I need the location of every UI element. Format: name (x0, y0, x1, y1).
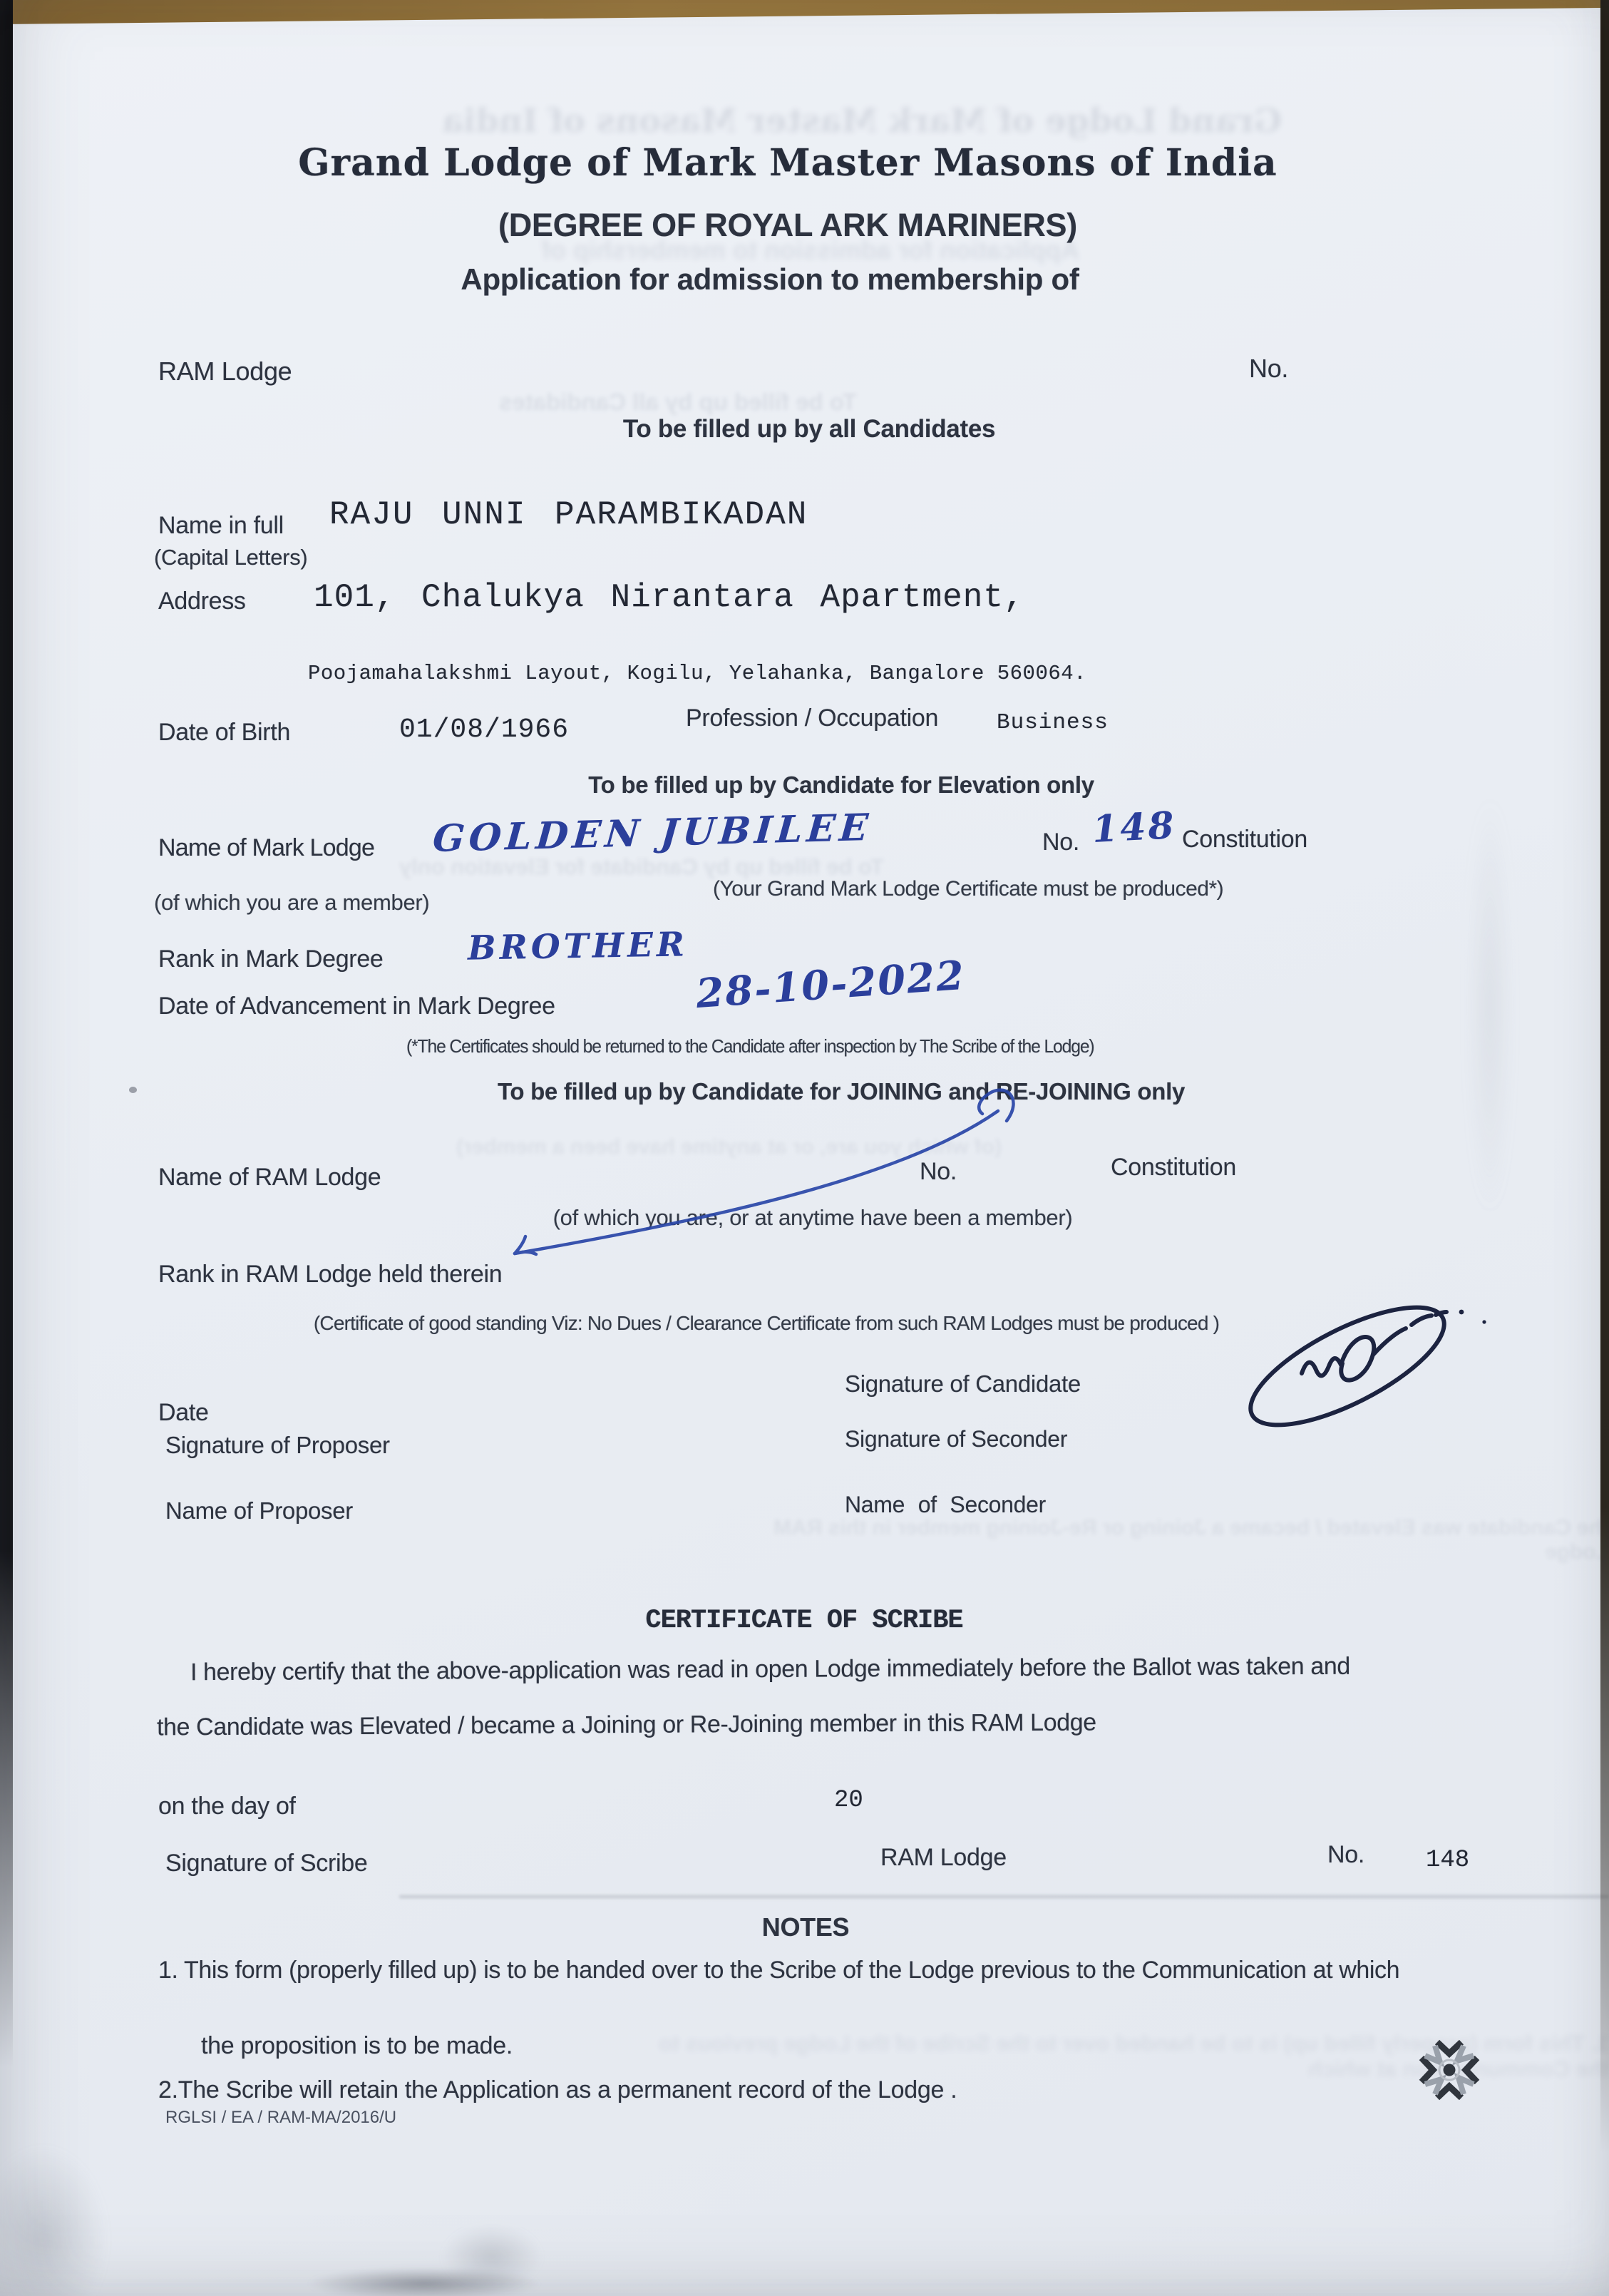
certificate-scribe-title: CERTIFICATE OF SCRIBE (645, 1606, 963, 1636)
capital-letters-note: (Capital Letters) (154, 545, 308, 570)
address-label: Address (158, 588, 246, 615)
name-seconder-label: Name of Seconder (845, 1492, 1047, 1517)
rank-mark-value-handwritten: BROTHER (467, 925, 689, 968)
photo-left-edge (0, 0, 13, 2068)
mark-constitution-label: Constitution (1182, 826, 1307, 853)
no-label: No. (1249, 354, 1289, 383)
note-1-line-1: 1. This form (properly filled up) is to be handed over to the Scribe of the Lodge previous to the Communication at which (158, 1957, 1400, 1984)
joining-no-label: No. (920, 1158, 957, 1185)
profession-value: Business (997, 710, 1109, 735)
form-reference-footer: RGLSI / EA / RAM-MA/2016/U (165, 2108, 397, 2127)
section-elevation: To be filled up by Candidate for Elevation only (588, 772, 1094, 798)
name-proposer-label: Name of Proposer (165, 1497, 353, 1524)
joining-constitution-label: Constitution (1111, 1154, 1236, 1181)
note-1-line-2: the proposition is to be made. (201, 2032, 513, 2059)
address-line-2: Poojamahalakshmi Layout, Kogilu, Yelahanka, Bangalore 560064. (308, 662, 1087, 685)
chevron-star-icon (1410, 2031, 1489, 2109)
date-label: Date (158, 1399, 209, 1426)
joining-member-note: (of which you are, or at anytime have been a member) (552, 1205, 1073, 1230)
advancement-label: Date of Advancement in Mark Degree (158, 993, 555, 1020)
signature-proposer-label: Signature of Proposer (165, 1432, 390, 1458)
note-2: 2.The Scribe will retain the Application as a permanent record of the Lodge . (158, 2076, 957, 2103)
section-all-candidates: To be filled up by all Candidates (622, 415, 996, 443)
on-day-label: on the day of (158, 1793, 296, 1820)
pen-strike-line (456, 1070, 1041, 1283)
profession-label: Profession / Occupation (686, 704, 939, 732)
advancement-value-handwritten: 28-10-2022 (694, 951, 967, 1018)
scribe-no-value: 148 (1426, 1847, 1470, 1874)
signature-scribe-label: Signature of Scribe (165, 1850, 368, 1877)
rank-ram-label: Rank in RAM Lodge held therein (158, 1261, 503, 1288)
signature-seconder-label: Signature of Seconder (845, 1426, 1068, 1452)
mark-no-label: No. (1042, 829, 1080, 856)
certificate-scribe-line-1: I hereby certify that the above-application was read in open Lodge immediately before the Ballot was taken and (190, 1652, 1350, 1686)
ram-lodge-label: RAM Lodge (158, 357, 292, 386)
certificate-scribe-line-2: the Candidate was Elevated / became a Joining or Re-Joining member in this RAM Lodge (156, 1708, 1096, 1741)
ram-lodge-joining-label: Name of RAM Lodge (158, 1164, 381, 1191)
rank-mark-label: Rank in Mark Degree (158, 945, 384, 973)
address-line-1: 101, Chalukya Nirantara Apartment, (314, 579, 1024, 616)
signature-candidate-label: Signature of Candidate (845, 1370, 1081, 1397)
dob-label: Date of Birth (158, 719, 291, 746)
good-standing-note: (Certificate of good standing Viz: No Dues / Clearance Certificate from such RAM Lodges must be produced ) (313, 1312, 1220, 1334)
candidate-signature-ink (1233, 1282, 1540, 1435)
certificates-returned-note: (*The Certificates should be returned to the Candidate after inspection by The Scribe of the Lodge) (406, 1035, 1094, 1057)
notes-title: NOTES (761, 1912, 850, 1942)
mark-no-value-handwritten: 148 (1091, 803, 1178, 852)
year-prefix: 20 (834, 1787, 863, 1814)
degree-subtitle: (DEGREE OF ROYAL ARK MARINERS) (498, 207, 1077, 243)
name-label: Name in full (158, 512, 284, 539)
member-note: (of which you are a member) (154, 890, 430, 915)
mark-lodge-value-handwritten: GOLDEN JUBILEE (431, 805, 874, 861)
section-joining: To be filled up by Candidate for JOINING and RE-JOINING only (497, 1078, 1186, 1105)
certificate-produced-note: (Your Grand Mark Lodge Certificate must be produced*) (713, 877, 1224, 901)
application-subtitle: Application for admission to membership of (461, 262, 1079, 296)
name-value: RAJU UNNI PARAMBIKADAN (329, 496, 808, 533)
scribe-ram-lodge-label: RAM Lodge (880, 1844, 1007, 1871)
photo-right-edge (1600, 0, 1609, 2153)
dob-value: 01/08/1966 (399, 714, 570, 745)
mark-lodge-label: Name of Mark Lodge (158, 834, 375, 861)
scribe-no-label: No. (1327, 1841, 1365, 1868)
org-title: Grand Lodge of Mark Master Masons of India (298, 141, 1278, 185)
